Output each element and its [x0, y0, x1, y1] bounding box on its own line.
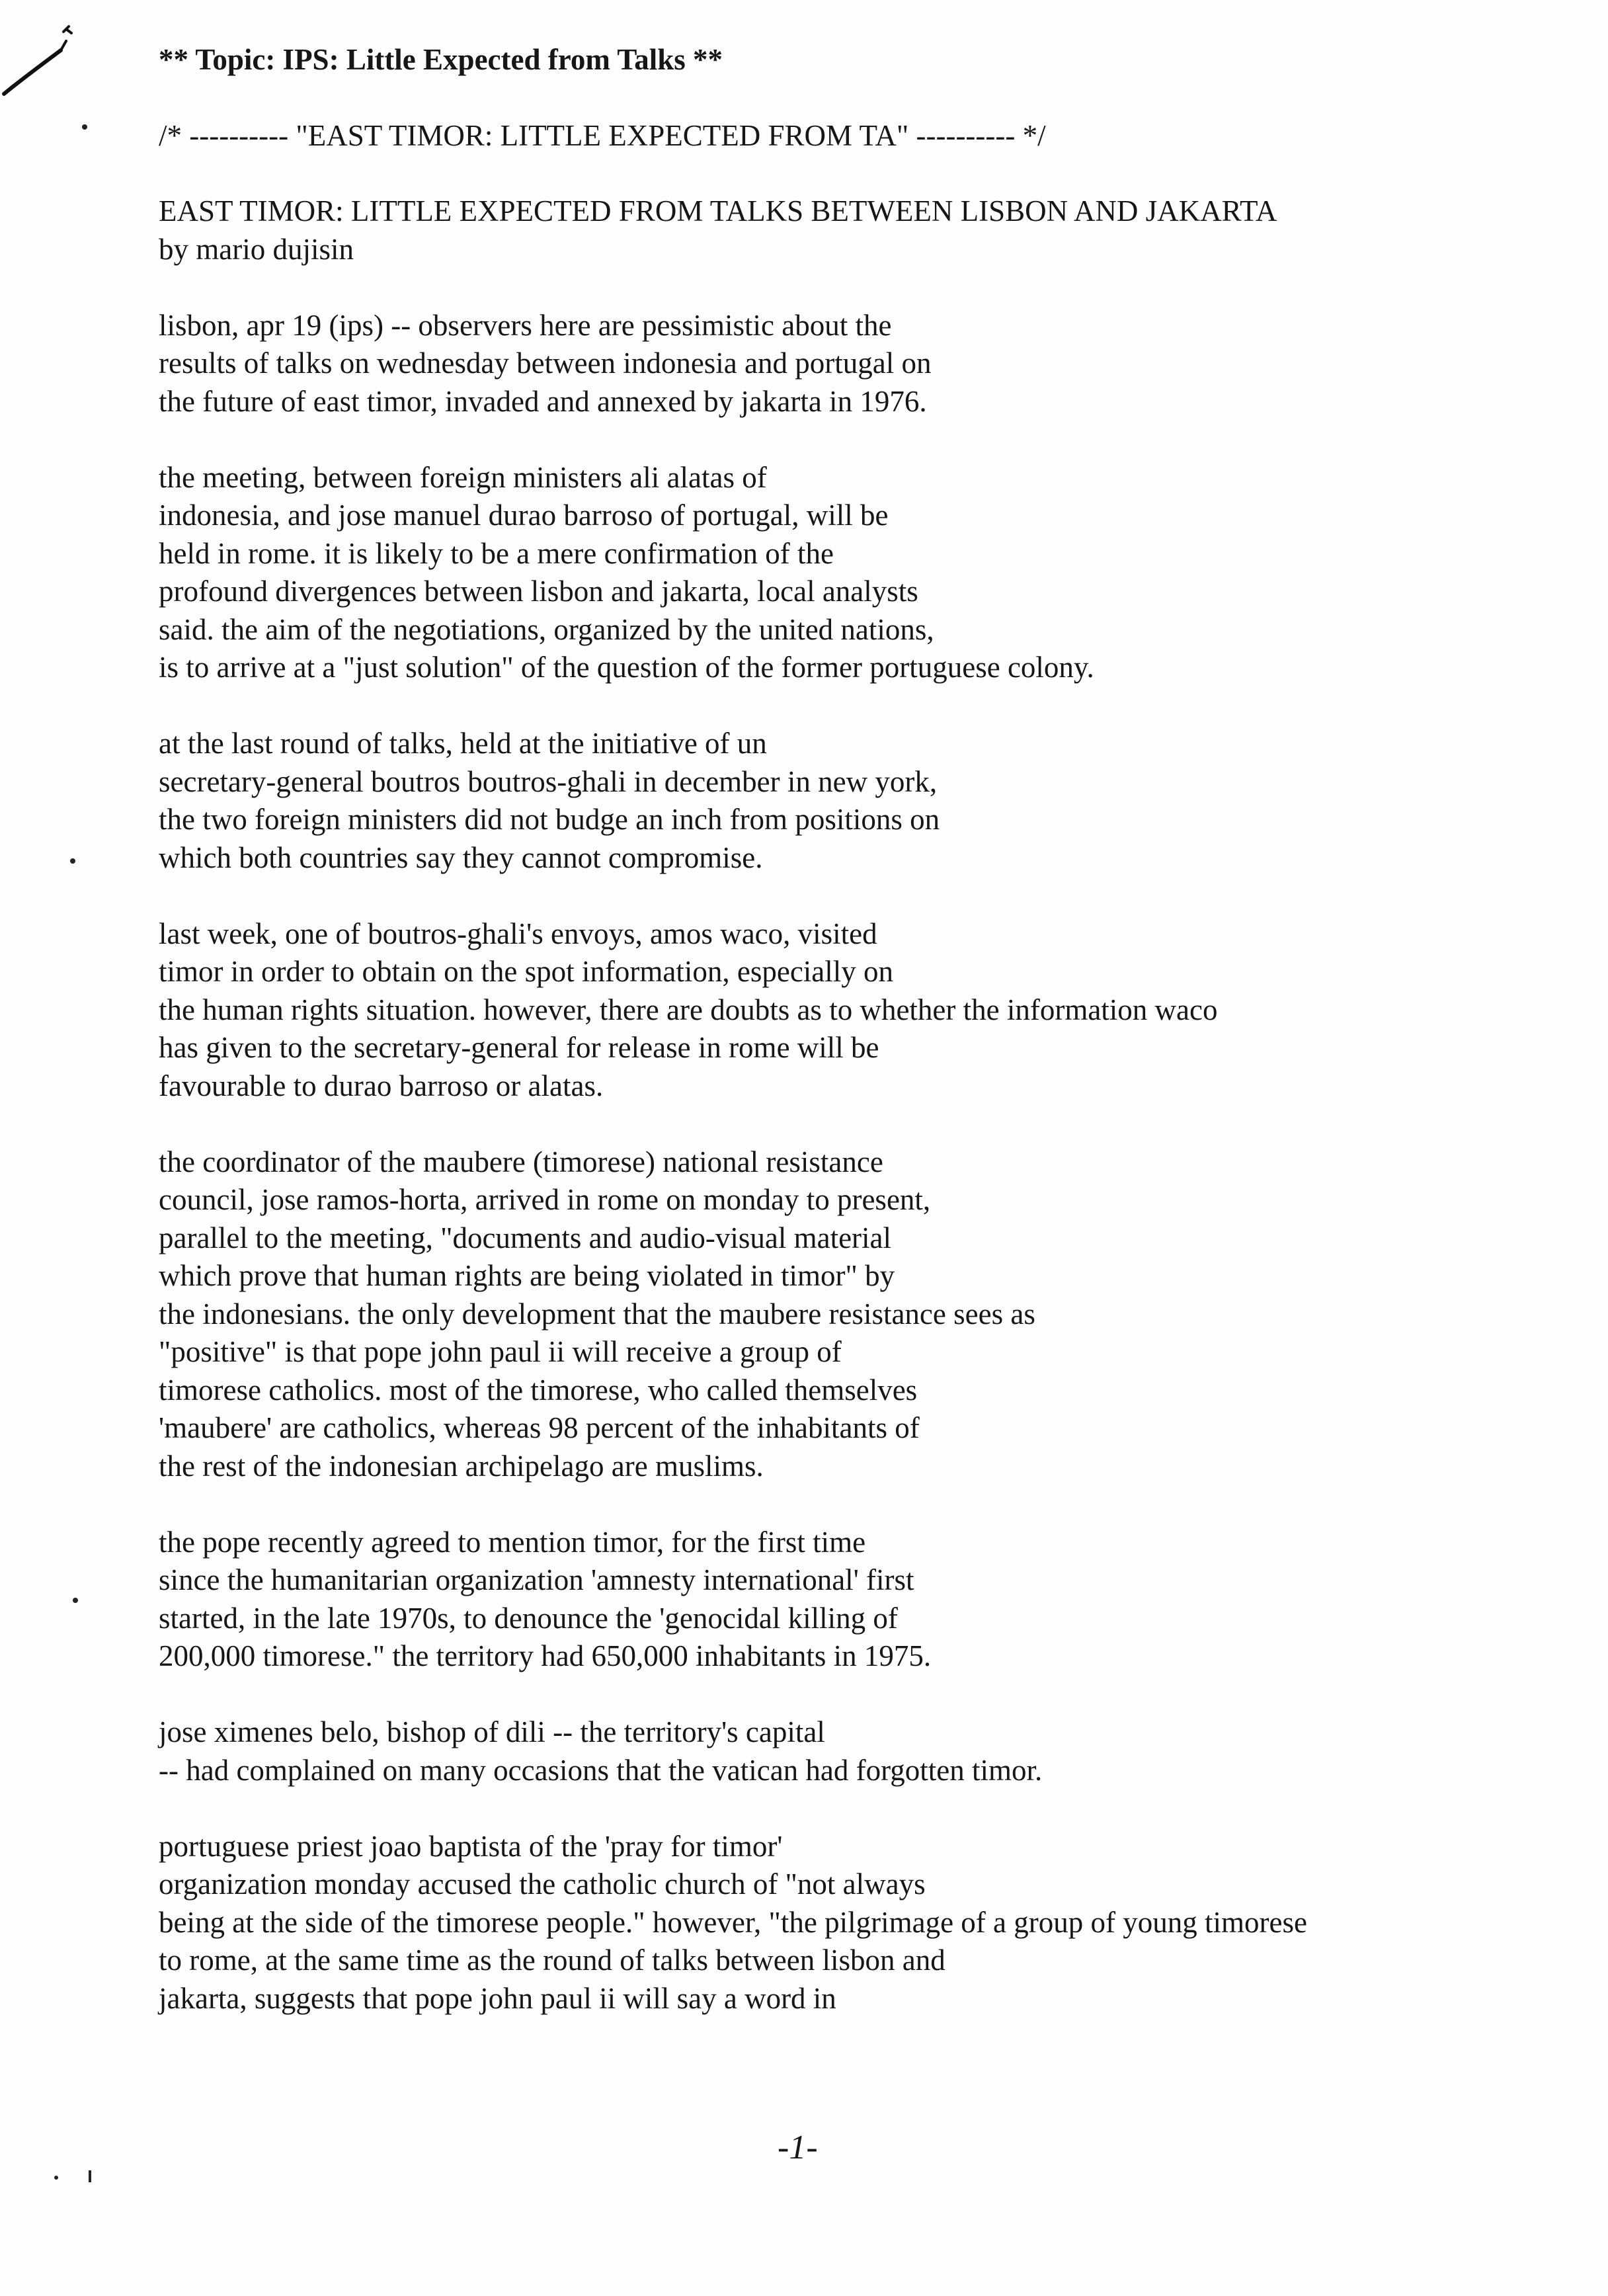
paragraph-line: the human rights situation. however, there are doubts as to whether the information waco [159, 993, 1218, 1026]
paragraph [159, 1713, 1560, 1789]
paragraph-line: portuguese priest joao baptista of the 'pray for timor' [159, 1829, 783, 1863]
margin-speck [82, 124, 87, 130]
paragraph-line: favourable to durao barroso or alatas. [159, 1069, 604, 1102]
paragraph-line: has given to the secretary-general for release in rome will be [159, 1031, 879, 1064]
paragraph-line: parallel to the meeting, "documents and audio-visual material [159, 1221, 892, 1254]
article-body [159, 41, 1560, 2018]
paragraph-line: secretary-general boutros boutros-ghali in december in new york, [159, 764, 938, 798]
paragraph-line: said. the aim of the negotiations, organized by the united nations, [159, 612, 934, 646]
page-number: -1- [778, 2129, 818, 2166]
paragraph-line: jose ximenes belo, bishop of dili -- the territory's capital [159, 1715, 825, 1748]
paragraph [159, 725, 1560, 877]
paragraph-line: the pope recently agreed to mention timor, for the first time [159, 1525, 866, 1559]
paragraph [159, 1524, 1560, 1676]
paragraph [159, 1828, 1560, 2018]
paragraph-line: timorese catholics. most of the timorese, who called themselves [159, 1373, 918, 1407]
paragraph-line: -- had complained on many occasions that the vatican had forgotten timor. [159, 1753, 1043, 1787]
paragraph-line: 'maubere' are catholics, whereas 98 percent of the inhabitants of [159, 1411, 920, 1444]
paragraph-line: last week, one of boutros-ghali's envoys, amos waco, visited [159, 917, 877, 950]
paragraph-line: profound divergences between lisbon and jakarta, local analysts [159, 575, 918, 608]
margin-speck [73, 1598, 78, 1603]
paragraph-line: results of talks on wednesday between indonesia and portugal on [159, 347, 932, 380]
paragraph-line: "positive" is that pope john paul ii will receive a group of [159, 1335, 842, 1368]
paragraph-line: the indonesians. the only development that the maubere resistance sees as [159, 1297, 1035, 1331]
paragraph-line: to rome, at the same time as the round of talks between lisbon and [159, 1944, 945, 1977]
paragraph-line: which both countries say they cannot compromise. [159, 840, 763, 874]
paragraph [159, 307, 1560, 421]
paragraph [159, 459, 1560, 687]
paragraph-line: jakarta, suggests that pope john paul ii will say a word in [159, 1981, 836, 2015]
paragraph-line: since the humanitarian organization 'amnesty international' first [159, 1563, 914, 1596]
paragraph-line: indonesia, and jose manuel durao barroso of portugal, will be [159, 499, 889, 532]
pen-mark-icon [0, 20, 79, 99]
paragraph-line: started, in the late 1970s, to denounce the 'genocidal killing of [159, 1601, 898, 1635]
paragraph-line: the rest of the indonesian archipelago are muslims. [159, 1449, 764, 1483]
paragraph-line: the coordinator of the maubere (timorese) national resistance [159, 1145, 883, 1178]
article-headline: EAST TIMOR: LITTLE EXPECTED FROM TALKS BETWEEN LISBON AND JAKARTA [159, 194, 1277, 227]
paragraph-line: the future of east timor, invaded and annexed by jakarta in 1976. [159, 384, 927, 418]
paragraph-line: being at the side of the timorese people." however, "the pilgrimage of a group of young timorese [159, 1905, 1307, 1939]
paragraph-line: which prove that human rights are being violated in timor" by [159, 1259, 895, 1292]
margin-speck [54, 2176, 58, 2180]
margin-speck [70, 858, 75, 864]
paragraph-line: timor in order to obtain on the spot information, especially on [159, 955, 894, 988]
paragraph-line: lisbon, apr 19 (ips) -- observers here are pessimistic about the [159, 308, 892, 342]
margin-speck [89, 2170, 91, 2182]
paragraph-line: council, jose ramos-horta, arrived in rome on monday to present, [159, 1183, 931, 1216]
paragraph-line: organization monday accused the catholic church of "not always [159, 1867, 926, 1901]
topic-line: ** Topic: IPS: Little Expected from Talks ** [159, 43, 723, 76]
paragraph-line: the meeting, between foreign ministers ali alatas of [159, 460, 767, 494]
paragraph-line: the two foreign ministers did not budge an inch from positions on [159, 803, 940, 836]
paragraph-line: held in rome. it is likely to be a mere confirmation of the [159, 536, 834, 570]
separator-line: /* ---------- "EAST TIMOR: LITTLE EXPECTED FROM TA" ---------- */ [159, 118, 1046, 152]
paragraph [159, 1143, 1560, 1486]
paragraph-line: 200,000 timorese." the territory had 650,000 inhabitants in 1975. [159, 1639, 932, 1672]
article-byline: by mario dujisin [159, 232, 354, 266]
paragraph-line: is to arrive at a "just solution" of the question of the former portuguese colony. [159, 651, 1094, 684]
paragraph-line: at the last round of talks, held at the initiative of un [159, 727, 767, 760]
paragraph [159, 915, 1560, 1106]
